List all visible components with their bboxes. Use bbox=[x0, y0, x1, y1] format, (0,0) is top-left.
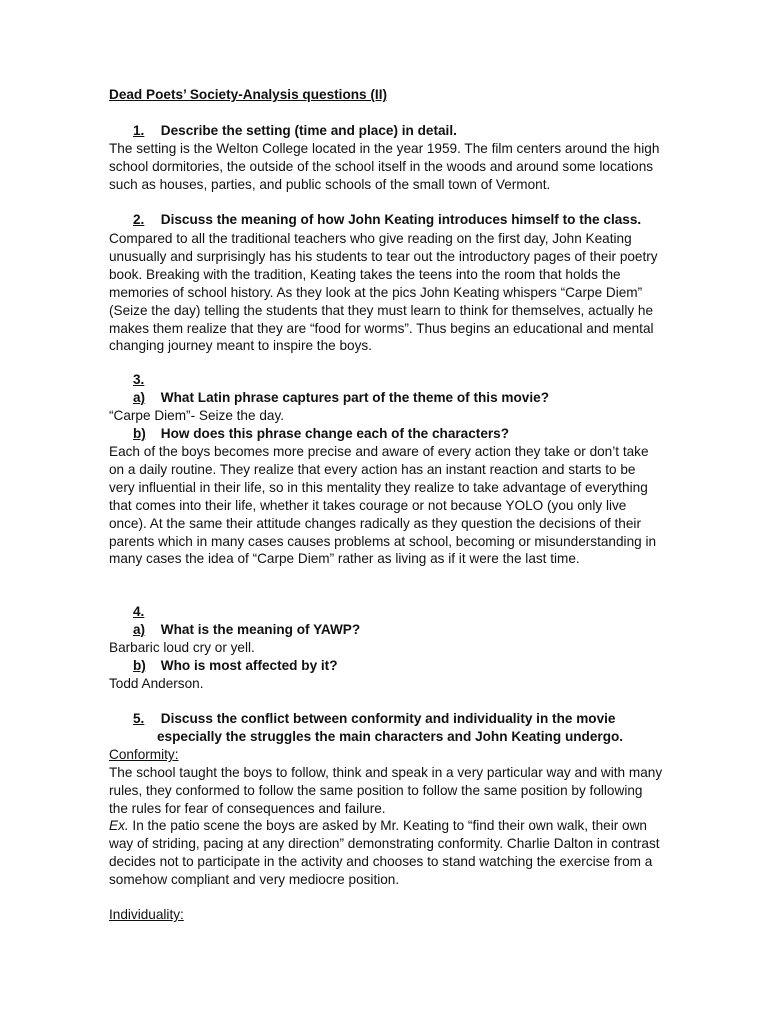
question-1-text: Describe the setting (time and place) in detail. bbox=[160, 123, 457, 138]
conformity-text: The school taught the boys to follow, think and speak in a very particular way and with many rules, they conformed to follow the same position to follow the same position by following the rules for fear of consequences and failure. bbox=[109, 765, 663, 816]
question-4b-text: Who is most affected by it? bbox=[160, 658, 338, 673]
question-4-number-line bbox=[133, 604, 157, 619]
question-4a-text: What is the meaning of YAWP? bbox=[160, 622, 361, 637]
answer-3b: Each of the boys becomes more precise and aware of every action they take or don’t take on a daily routine. They realize that every action has an instant reaction and starts to be very influential in their life, so in this mentality they realize to take advantage of everything that comes into their life, whether it takes courage or not because YOLO (you only live once). At the same their attitude changes radically as they question the decisions of their parents which in many cases causes problems at school, becoming or misunderstanding in many cases the idea of “Carpe Diem” rather as living as if it were the last time. bbox=[109, 444, 657, 567]
answer-4b: Todd Anderson. bbox=[109, 676, 204, 691]
document-title: Dead Poets’ Society-Analysis questions (II) bbox=[109, 87, 387, 102]
question-5 bbox=[133, 711, 616, 726]
individuality-heading: Individuality: bbox=[109, 907, 184, 922]
question-1 bbox=[133, 123, 457, 138]
answer-2: Compared to all the traditional teachers who give reading on the first day, John Keating unusually and surprisingly has his students to tear out the introductory pages of their poetry book. Breaking with the tradition, Keating takes the teens into the room that holds the memories of school history. As they look at the pics John Keating whispers “Carpe Diem” (Seize the day) telling the students that they must learn to think for themselves, actually he makes them realize that they are “food for worms”. Thus begins an educational and mental changing journey meant to inspire the boys. bbox=[109, 231, 658, 354]
question-3b bbox=[133, 426, 509, 441]
question-2 bbox=[133, 212, 641, 227]
question-3a bbox=[133, 390, 549, 405]
question-4b bbox=[133, 658, 338, 673]
question-4b-label: b) bbox=[133, 658, 146, 673]
question-5-number: 5. bbox=[133, 711, 145, 726]
question-2-text: Discuss the meaning of how John Keating introduces himself to the class. bbox=[160, 212, 642, 227]
example-text: In the patio scene the boys are asked by Mr. Keating to “find their own walk, their own way of striding, pacing at any direction” demonstrating conformity. Charlie Dalton in contrast decides not to participate in the activity and chooses to stand watching the exercise from a somehow compliant and very mediocre position. bbox=[109, 818, 660, 887]
question-3-number: 3. bbox=[133, 372, 145, 387]
answer-3a: “Carpe Diem”- Seize the day. bbox=[109, 408, 285, 423]
question-3b-label: b) bbox=[133, 426, 146, 441]
conformity-heading: Conformity: bbox=[109, 747, 179, 762]
question-5-text-line1: Discuss the conflict between conformity and individuality in the movie bbox=[160, 711, 616, 726]
question-3b-text: How does this phrase change each of the characters? bbox=[160, 426, 510, 441]
example-label: Ex. bbox=[109, 818, 129, 833]
answer-1: The setting is the Welton College located in the year 1959. The film centers around the high school dormitories, the outside of the school itself in the woods and around some locations such as houses, parties, and public schools of the small town of Vermont. bbox=[109, 141, 660, 192]
answer-4a: Barbaric loud cry or yell. bbox=[109, 640, 255, 655]
question-3a-text: What Latin phrase captures part of the theme of this movie? bbox=[160, 390, 550, 405]
question-4-number: 4. bbox=[133, 604, 145, 619]
question-3a-label: a) bbox=[133, 390, 146, 405]
question-1-number: 1. bbox=[133, 123, 145, 138]
question-4a-label: a) bbox=[133, 622, 146, 637]
question-5-line2: especially the struggles the main characters and John Keating undergo. bbox=[157, 729, 624, 744]
question-3-number-line bbox=[133, 372, 157, 387]
question-2-number: 2. bbox=[133, 212, 145, 227]
question-4a bbox=[133, 622, 360, 637]
example-paragraph bbox=[109, 817, 664, 889]
